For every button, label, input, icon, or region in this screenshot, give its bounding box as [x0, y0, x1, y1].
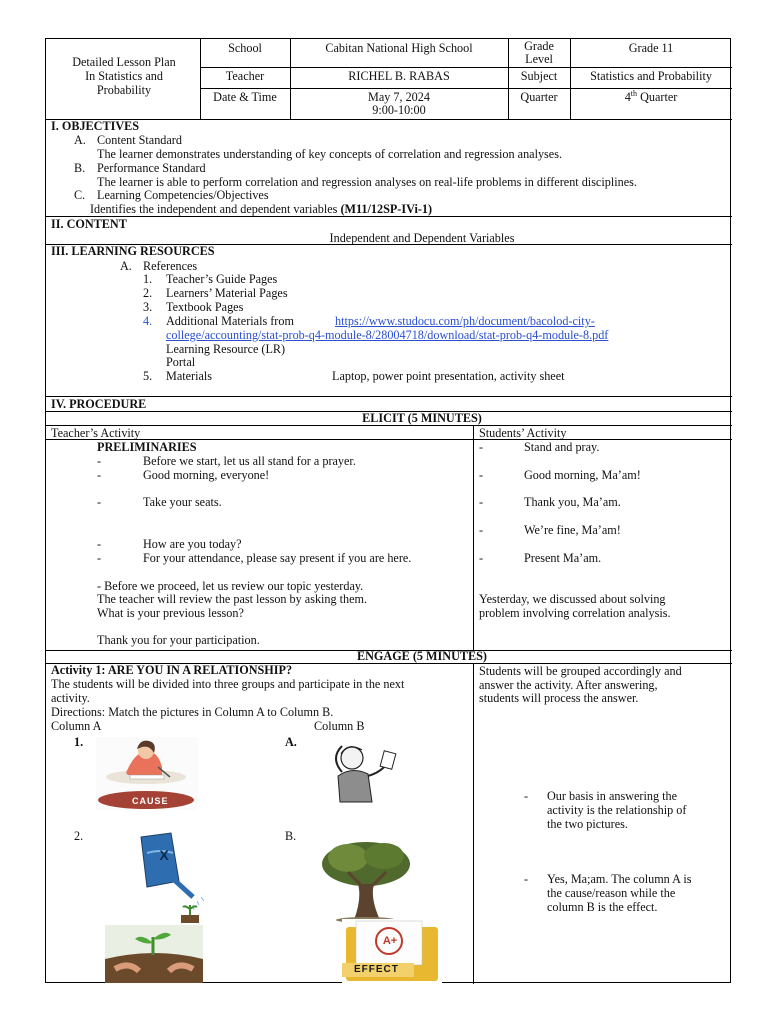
- engage-heading: ENGAGE (5 MINUTES): [356, 649, 487, 663]
- item-letter-a: A.: [285, 735, 297, 749]
- datetime-label: Date & Time: [213, 90, 277, 104]
- item-letter-b: B.: [285, 829, 297, 843]
- dash: -: [524, 789, 529, 803]
- resources-a-title: References: [143, 259, 198, 273]
- teacher-line-2: Good morning, everyone!: [143, 468, 270, 482]
- students-activity-header: Students’ Activity: [479, 426, 567, 440]
- answer-2-line-2: the cause/reason while the: [547, 886, 676, 900]
- resource-4-cont2: Portal: [166, 355, 196, 369]
- resources-a-letter: A.: [120, 259, 132, 273]
- teacher-label: Teacher: [225, 69, 265, 83]
- item-number-2: 2.: [74, 829, 84, 843]
- objective-c-letter: C.: [74, 188, 86, 202]
- student-line-1: Stand and pray.: [524, 440, 600, 454]
- doc-title-line1: Detailed Lesson Plan: [72, 55, 176, 69]
- engage-student-line-3: students will process the answer.: [479, 691, 639, 705]
- dash: -: [479, 551, 484, 565]
- activity-directions: Directions: Match the pictures in Column A to Column B.: [51, 705, 334, 719]
- teacher-value: RICHEL B. RABAS: [348, 69, 450, 83]
- answer-2-line-3: column B is the effect.: [547, 900, 658, 914]
- resource-1: Teacher’s Guide Pages: [166, 272, 278, 286]
- teacher-activity-header: Teacher’s Activity: [51, 426, 141, 440]
- effect-label: EFFECT: [354, 964, 399, 975]
- preliminaries-heading: PRELIMINARIES: [97, 440, 197, 454]
- resource-5: Materials: [166, 369, 213, 383]
- grade-level-label-1: Grade: [524, 39, 554, 53]
- x-mark: X: [159, 847, 169, 863]
- resource-4-cont1: Learning Resource (LR): [166, 342, 286, 356]
- grade-badge: A+: [382, 935, 398, 947]
- cause-label: CAUSE: [132, 796, 169, 806]
- resource-3: Textbook Pages: [166, 300, 244, 314]
- subject-label: Subject: [520, 69, 558, 83]
- objective-b-letter: B.: [74, 161, 86, 175]
- activity-line-2: activity.: [51, 691, 90, 705]
- student-line-2: Good morning, Ma’am!: [524, 468, 641, 482]
- seedling-soil-image: [105, 925, 203, 983]
- activity-line-1: The students will be divided into three groups and participate in the next: [51, 677, 405, 691]
- lesson-plan-page: [45, 38, 731, 983]
- objective-b-text: The learner is able to perform correlation and regression analyses on real-life problems in different disciplines.: [97, 175, 637, 189]
- engage-student-line-1: Students will be grouped accordingly and: [479, 664, 682, 678]
- date-value: May 7, 2024: [368, 90, 430, 104]
- objectives-heading: I. OBJECTIVES: [51, 119, 140, 133]
- objective-c-title: Learning Competencies/Objectives: [97, 188, 269, 202]
- grade-level-label-2: Level: [525, 52, 553, 66]
- procedure-heading: IV. PROCEDURE: [51, 397, 147, 411]
- teacher-line-6: - Before we proceed, let us review our topic yesterday.: [97, 579, 364, 593]
- resource-4-num: 4.: [143, 314, 153, 328]
- module-link-line2[interactable]: college/accounting/stat-prob-q4-module-8/28004718/download/stat-prob-q4-module-8.pdf: [166, 328, 609, 342]
- engage-student-line-2: answer the activity. After answering,: [479, 678, 658, 692]
- answer-1-line-2: activity is the relationship of: [547, 803, 687, 817]
- teacher-line-5: For your attendance, please say present if you are here.: [143, 551, 412, 565]
- objective-c-text: Identifies the independent and dependent variables (M11/12SP-IVi-1): [90, 202, 433, 216]
- answer-2-line-1: Yes, Ma;am. The column A is: [547, 872, 692, 886]
- answer-1-line-1: Our basis in answering the: [547, 789, 677, 803]
- resources-heading: III. LEARNING RESOURCES: [51, 244, 215, 258]
- subject-value: Statistics and Probability: [590, 69, 712, 83]
- item-number-1: 1.: [74, 735, 84, 749]
- doc-title-line3: Probability: [96, 83, 152, 97]
- module-link-line1[interactable]: https://www.studocu.com/ph/document/bacolod-city-: [335, 314, 595, 328]
- tree-image: [318, 832, 414, 924]
- content-text: Independent and Dependent Variables: [329, 231, 515, 245]
- time-value: 9:00-10:00: [372, 103, 426, 117]
- teacher-line-8: What is your previous lesson?: [97, 606, 244, 620]
- resource-3-num: 3.: [143, 300, 153, 314]
- materials-value: Laptop, power point presentation, activity sheet: [332, 369, 565, 383]
- student-line-7: problem involving correlation analysis.: [479, 606, 671, 620]
- elicit-heading: ELICIT (5 MINUTES): [362, 411, 482, 425]
- answer-1-line-3: the two pictures.: [547, 817, 628, 831]
- column-a-label: Column A: [51, 719, 102, 733]
- teacher-line-1: Before we start, let us all stand for a prayer.: [143, 454, 356, 468]
- dash: -: [97, 551, 102, 565]
- dash: -: [479, 495, 484, 509]
- resource-1-num: 1.: [143, 272, 153, 286]
- dash: -: [479, 468, 484, 482]
- frustrated-man-image: [318, 736, 400, 806]
- objective-a-title: Content Standard: [97, 133, 182, 147]
- resource-2: Learners’ Material Pages: [166, 286, 288, 300]
- doc-title-line2: In Statistics and: [85, 69, 163, 83]
- student-line-5: Present Ma’am.: [524, 551, 602, 565]
- dash: -: [97, 537, 102, 551]
- resource-4: Additional Materials from: [166, 314, 294, 328]
- dash: -: [479, 440, 484, 454]
- teacher-line-3: Take your seats.: [143, 495, 222, 509]
- teacher-line-7: The teacher will review the past lesson by asking them.: [97, 592, 368, 606]
- student-line-3: Thank you, Ma’am.: [524, 495, 621, 509]
- grade-value: Grade 11: [628, 41, 674, 55]
- dash: -: [524, 872, 529, 886]
- student-line-6: Yesterday, we discussed about solving: [479, 592, 666, 606]
- quarter-value: 4th Quarter: [624, 88, 678, 104]
- watering-can-image: [101, 831, 211, 925]
- student-line-4: We’re fine, Ma’am!: [524, 523, 621, 537]
- school-value: Cabitan National High School: [325, 41, 473, 55]
- dash: -: [479, 523, 484, 537]
- quarter-label: Quarter: [520, 90, 558, 104]
- objective-a-text: The learner demonstrates understanding of key concepts of correlation and regression analyses.: [97, 147, 562, 161]
- objective-a-letter: A.: [74, 133, 86, 147]
- school-label: School: [228, 41, 262, 55]
- activity-title: Activity 1: ARE YOU IN A RELATIONSHIP?: [51, 663, 293, 677]
- dash: -: [97, 454, 102, 468]
- teacher-line-4: How are you today?: [143, 537, 242, 551]
- resource-5-num: 5.: [143, 369, 153, 383]
- column-b-label: Column B: [314, 719, 365, 733]
- teacher-line-9: Thank you for your participation.: [97, 633, 260, 647]
- content-heading: II. CONTENT: [51, 217, 127, 231]
- dash: -: [97, 495, 102, 509]
- dash: -: [97, 468, 102, 482]
- objective-b-title: Performance Standard: [97, 161, 206, 175]
- resource-2-num: 2.: [143, 286, 153, 300]
